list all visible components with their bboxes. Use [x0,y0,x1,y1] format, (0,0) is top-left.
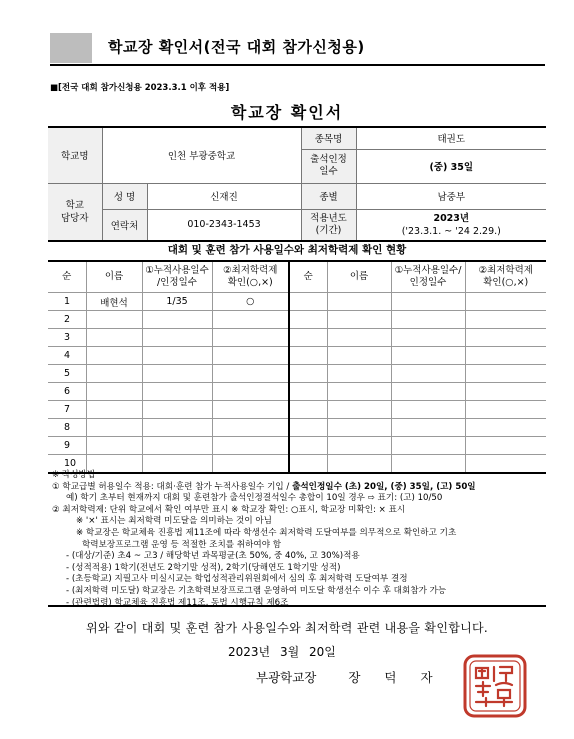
usage-row [48,329,546,347]
issue-date [228,643,336,660]
row-days-right [391,329,465,347]
name-value: 신재진 [147,183,301,209]
staff-label [48,183,102,241]
row-days: 1/35 [142,293,212,311]
row-check: ○ [212,293,289,311]
row-name-right [327,347,391,365]
row-days-right [391,437,465,455]
row-no-right [289,437,327,455]
event-value: 태권도 [356,127,546,149]
row-days-right [391,401,465,419]
col-days-left-line1: ①누적사용일수 [145,265,209,276]
row-days [142,311,212,329]
row-days [142,347,212,365]
row-check-right [465,329,546,347]
row-check-right [465,293,546,311]
row-days [142,419,212,437]
row-name-right [327,383,391,401]
usage-row [48,311,546,329]
usage-row [48,383,546,401]
official-seal-stamp [460,652,530,720]
header-divider [50,64,545,66]
row-check-right [465,419,546,437]
signature-line [256,668,443,686]
note-1 [52,482,546,494]
row-no: 6 [48,383,86,401]
row-no: 10 [48,455,86,474]
row-check-right [465,383,546,401]
applicability-note: ■[전국 대회 참가신청용 2023.3.1 이후 적용] [50,83,230,93]
attendance-label [301,149,356,183]
row-name [86,401,142,419]
school-name-label: 학교명 [48,127,102,183]
usage-row [48,365,546,383]
col-acad-left [212,261,289,293]
contact-label: 연락처 [102,209,147,241]
col-days-right-line2: 인정일수 [409,277,447,288]
row-no-right [289,311,327,329]
usage-row [48,347,546,365]
row-days-right [391,365,465,383]
row-name [86,437,142,455]
note-4: ※ 학교장은 학교체육 진흥법 제11조에 따라 학생선수 최저학력 도달여부를 의무적으로 확인하고 기초 [76,527,457,538]
note-8: - (초등학교) 지필고사 미실시교는 학업성적관리위원회에서 심의 후 최저학력 도달여부 결정 [66,574,408,585]
row-days-right [391,419,465,437]
row-check-right [465,437,546,455]
col-acad-left-line2: 확인(○,×) [227,277,273,288]
attendance-label-line2: 일수 [319,166,338,177]
usage-row [48,419,546,437]
attendance-value: (중) 35일 [356,149,546,183]
school-name-value: 인천 부광중학교 [102,127,301,183]
notes-heading: ※ 작성방법 [52,470,96,480]
col-days-left [142,261,212,293]
row-check [212,419,289,437]
usage-row [48,401,546,419]
row-no-right [289,419,327,437]
row-name [86,347,142,365]
row-days-right [391,311,465,329]
row-name [86,383,142,401]
row-name-right [327,401,391,419]
row-name-right [327,365,391,383]
col-days-left-line2: /인정일수 [157,277,197,288]
row-days [142,329,212,347]
note-9: - (최저학력 미도달) 학교장은 기초학력보장프로그램 운영하여 미도달 학생선수 이수 후 대회참가 가능 [66,585,447,596]
row-no: 1 [48,293,86,311]
row-check-right [465,365,546,383]
usage-table [48,260,546,474]
note-10: - (관련법령) 학교체육 진흥법 제11조, 동법 시행규칙 제6조 [66,597,289,608]
row-check-right [465,311,546,329]
row-no: 2 [48,311,86,329]
row-name-right [327,311,391,329]
row-no: 8 [48,419,86,437]
contact-value: 010-2343-1453 [147,209,301,241]
usage-row [48,293,546,311]
row-days [142,437,212,455]
row-name-right [327,293,391,311]
row-no-right [289,365,327,383]
col-no-right: 순 [289,261,327,293]
year-label [301,209,356,241]
usage-header-row [48,261,546,293]
row-days [142,401,212,419]
signature-school: 부광학교장 [256,670,317,685]
year-period: ('23.3.1. ~ '24 2.29.) [401,225,501,237]
row-no-right [289,293,327,311]
note-2: ② 최저학력제: 단위 학교에서 확인 여부만 표시 ※ 학교장 확인: ○표시, 학교장 미확인: × 표시 [52,504,406,515]
note-5: 학력보장프로그램 운영 등 적절한 조치를 취하여야 함 [82,539,282,550]
header-title: 학교장 확인서(전국 대회 참가신청용) [108,38,365,56]
row-name: 배현석 [86,293,142,311]
note-6: - (대상/기준) 초4 ~ 고3 / 해당학년 과목평균(초 50%, 중 40%, 고 30%)적용 [66,551,360,562]
note-1-bold: 출석인정일수 (초) 20일, (중) 35일, (고) 50일 [292,481,476,492]
col-days-right-line1: ①누적사용일수/ [394,265,462,276]
row-name-right [327,437,391,455]
document-title: 학교장 확인서 [230,103,344,122]
row-check [212,329,289,347]
row-name [86,365,142,383]
row-no-right [289,401,327,419]
row-no-right [289,383,327,401]
row-name-right [327,329,391,347]
usage-section-title: 대회 및 훈련 참가 사용일수와 최저학력제 확인 현황 [167,244,407,256]
col-acad-right-line1: ②최저학력제 [478,265,533,276]
row-no: 5 [48,365,86,383]
date-day: 20일 [309,645,336,659]
note-1-text: ① 학교급별 허용일수 적용: 대회·훈련 참가 누적사용일수 기입 / [52,481,293,492]
row-no: 7 [48,401,86,419]
row-check-right [465,347,546,365]
row-check [212,401,289,419]
col-days-right [391,261,465,293]
col-acad-left-line1: ②최저학력제 [223,265,278,276]
writing-notes [52,470,546,609]
name-label: 성 명 [102,183,147,209]
row-days-right [391,293,465,311]
row-no-right [289,329,327,347]
col-acad-right-line2: 확인(○,×) [483,277,529,288]
col-name-left: 이름 [86,261,142,293]
row-days-right [391,347,465,365]
row-no: 4 [48,347,86,365]
row-no-right [289,347,327,365]
school-info-table [48,126,546,242]
row-days-right [391,383,465,401]
date-year: 2023년 [228,645,271,659]
usage-row [48,437,546,455]
note-3: ※ '×' 표시는 최저학력 미도달을 의미하는 것이 아님 [76,516,272,527]
date-month: 3월 [279,645,300,659]
row-check [212,311,289,329]
staff-label-line2: 담당자 [60,212,89,224]
year-label-line1: 적용년도 [310,212,347,224]
row-days [142,365,212,383]
note-7: - (성적적용) 1학기(전년도 2학기말 성적), 2학기(당해연도 1학기말 성적) [66,562,341,573]
year-label-line2: (기간) [315,224,342,236]
header-gray-block [50,33,92,63]
col-name-right: 이름 [327,261,391,293]
row-check [212,365,289,383]
row-name [86,419,142,437]
col-no-left: 순 [48,261,86,293]
event-label: 종목명 [301,127,356,149]
year-value [356,209,546,241]
staff-label-line1: 학교 [65,199,84,211]
attendance-label-line1: 출석인정 [310,154,347,165]
row-name [86,329,142,347]
row-check [212,437,289,455]
category-label: 종별 [301,183,356,209]
row-no: 3 [48,329,86,347]
row-check-right [465,401,546,419]
col-acad-right [465,261,546,293]
row-check [212,347,289,365]
row-name [86,311,142,329]
row-no: 9 [48,437,86,455]
confirmation-statement: 위와 같이 대회 및 훈련 참가 사용일수와 최저학력 관련 내용을 확인합니다. [85,621,489,635]
row-check [212,383,289,401]
year-value-line1: 2023년 [433,212,470,224]
row-name-right [327,419,391,437]
signature-name: 장 덕 자 [348,670,443,685]
row-days [142,383,212,401]
category-value: 남중부 [356,183,546,209]
note-1-example: 예) 학기 초부터 현재까지 대회 및 훈련참가 출석인정결석일수 총합이 10일 경우 ⇨ 표기: (고) 10/50 [66,493,443,504]
